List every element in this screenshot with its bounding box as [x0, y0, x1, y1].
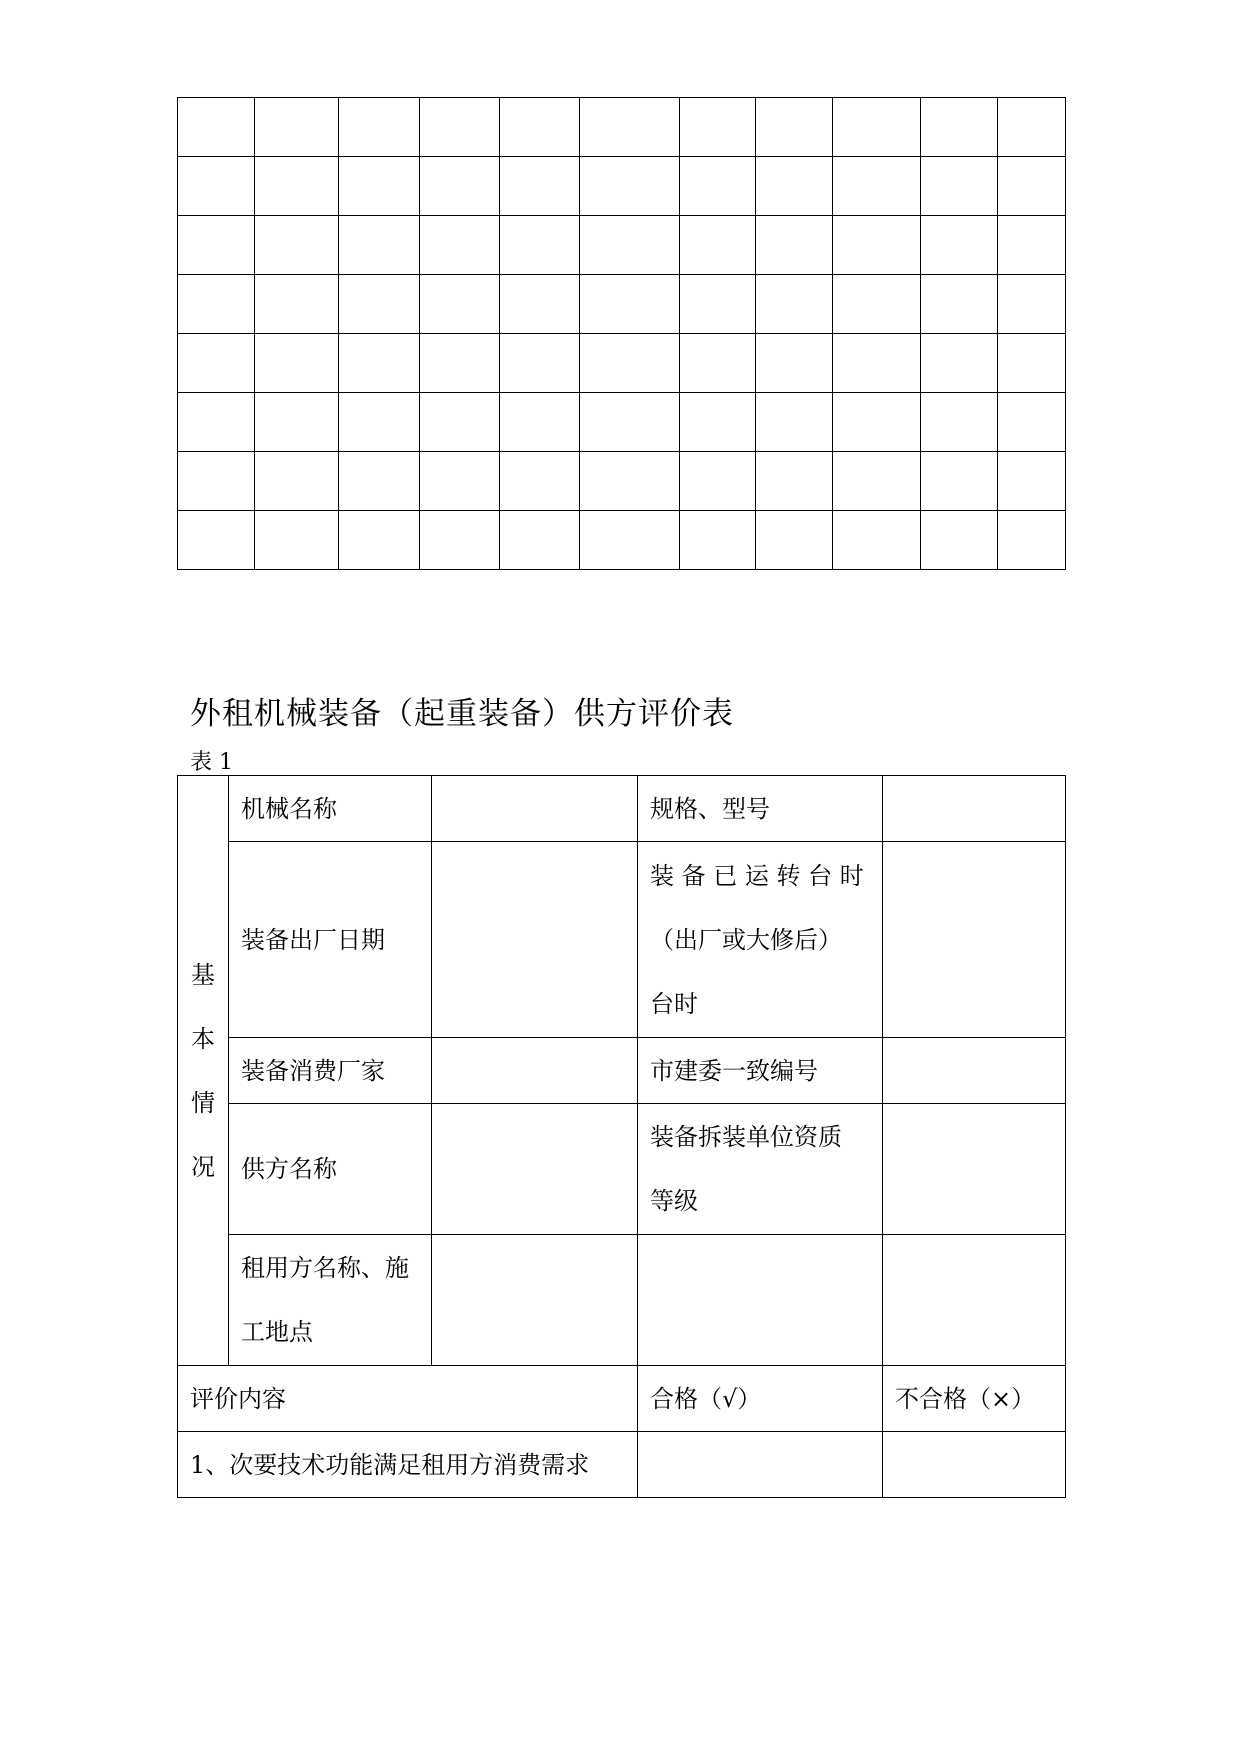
grid-cell[interactable] [255, 334, 339, 393]
grid-cell[interactable] [580, 393, 680, 452]
grid-cell[interactable] [500, 334, 580, 393]
grid-cell[interactable] [680, 393, 756, 452]
grid-cell[interactable] [339, 275, 420, 334]
grid-cell[interactable] [339, 452, 420, 511]
row-lessee [178, 1235, 1066, 1366]
grid-cell[interactable] [255, 393, 339, 452]
grid-cell[interactable] [255, 157, 339, 216]
grid-cell[interactable] [680, 452, 756, 511]
grid-cell[interactable] [420, 511, 500, 570]
blank-cell[interactable] [883, 1235, 1066, 1366]
grid-cell[interactable] [998, 216, 1066, 275]
value-lessee[interactable] [432, 1235, 638, 1366]
grid-cell[interactable] [339, 511, 420, 570]
grid-row [178, 452, 1066, 511]
grid-cell[interactable] [178, 216, 255, 275]
grid-cell[interactable] [420, 334, 500, 393]
grid-cell[interactable] [833, 157, 921, 216]
section-label-char: 情 [191, 1088, 215, 1117]
value-factory-date[interactable] [432, 842, 638, 1038]
grid-cell[interactable] [921, 452, 998, 511]
grid-row [178, 393, 1066, 452]
grid-cell[interactable] [420, 452, 500, 511]
label-lessee-line: 工地点 [241, 1318, 313, 1346]
section-label-char: 本 [191, 1024, 215, 1053]
grid-cell[interactable] [756, 511, 833, 570]
grid-cell[interactable] [580, 334, 680, 393]
row-supplier-name [178, 1104, 1066, 1235]
grid-cell[interactable] [680, 157, 756, 216]
label-registration-number: 市建委一致编号 [638, 1038, 883, 1104]
grid-cell[interactable] [500, 393, 580, 452]
label-installer-qualification-line: 装备拆装单位资质 [650, 1123, 842, 1151]
grid-cell[interactable] [580, 98, 680, 157]
grid-cell[interactable] [178, 98, 255, 157]
grid-cell[interactable] [500, 275, 580, 334]
grid-cell[interactable] [680, 98, 756, 157]
grid-cell[interactable] [921, 98, 998, 157]
grid-cell[interactable] [339, 157, 420, 216]
grid-cell[interactable] [500, 511, 580, 570]
label-machine-name: 机械名称 [229, 776, 432, 842]
section-label-char: 基 [191, 960, 215, 989]
grid-cell[interactable] [255, 216, 339, 275]
grid-cell[interactable] [178, 511, 255, 570]
label-operating-hours [638, 842, 883, 1038]
grid-cell[interactable] [833, 98, 921, 157]
grid-cell[interactable] [833, 216, 921, 275]
grid-cell[interactable] [921, 511, 998, 570]
section-basic-info [178, 776, 229, 1366]
grid-cell[interactable] [420, 393, 500, 452]
eval-item-text: 1、次要技术功能满足租用方消费需求 [178, 1432, 638, 1498]
label-lessee-line: 租用方名称、施 [241, 1254, 409, 1282]
row-machine-name [178, 776, 1066, 842]
grid-cell[interactable] [255, 275, 339, 334]
grid-cell[interactable] [178, 157, 255, 216]
grid-cell[interactable] [420, 157, 500, 216]
grid-cell[interactable] [833, 393, 921, 452]
grid-cell[interactable] [580, 452, 680, 511]
grid-cell[interactable] [500, 452, 580, 511]
grid-cell[interactable] [580, 157, 680, 216]
grid-cell[interactable] [420, 275, 500, 334]
grid-cell[interactable] [255, 511, 339, 570]
grid-cell[interactable] [921, 216, 998, 275]
grid-row [178, 216, 1066, 275]
label-lessee [229, 1235, 432, 1366]
grid-cell[interactable] [998, 98, 1066, 157]
grid-cell[interactable] [756, 275, 833, 334]
label-operating-hours-line: （出厂或大修后） [650, 925, 842, 954]
grid-cell[interactable] [921, 275, 998, 334]
grid-row [178, 334, 1066, 393]
eval-item-pass[interactable] [638, 1432, 883, 1498]
grid-cell[interactable] [921, 393, 998, 452]
grid-cell[interactable] [500, 98, 580, 157]
table-number: 表 1 [190, 750, 233, 775]
grid-row [178, 157, 1066, 216]
grid-cell[interactable] [339, 216, 420, 275]
grid-cell[interactable] [998, 275, 1066, 334]
grid-cell[interactable] [833, 511, 921, 570]
grid-cell[interactable] [756, 157, 833, 216]
grid-cell[interactable] [420, 216, 500, 275]
grid-row [178, 98, 1066, 157]
grid-cell[interactable] [756, 98, 833, 157]
grid-cell[interactable] [756, 216, 833, 275]
grid-cell[interactable] [255, 98, 339, 157]
label-supplier-name: 供方名称 [229, 1104, 432, 1235]
label-operating-hours-line: 台时 [650, 989, 698, 1018]
grid-cell[interactable] [756, 452, 833, 511]
value-spec-model[interactable] [883, 776, 1066, 842]
grid-cell[interactable] [998, 157, 1066, 216]
value-manufacturer[interactable] [432, 1038, 638, 1104]
grid-cell[interactable] [339, 393, 420, 452]
label-operating-hours-line: 装 备 已 运 转 台 时 [650, 861, 864, 890]
label-installer-qualification-line: 等级 [650, 1187, 698, 1215]
grid-cell[interactable] [680, 216, 756, 275]
label-manufacturer: 装备消费厂家 [229, 1038, 432, 1104]
grid-cell[interactable] [500, 157, 580, 216]
grid-row [178, 511, 1066, 570]
label-installer-qualification [638, 1104, 883, 1235]
value-machine-name[interactable] [432, 776, 638, 842]
grid-cell[interactable] [680, 275, 756, 334]
value-operating-hours[interactable] [883, 842, 1066, 1038]
grid-cell[interactable] [178, 452, 255, 511]
grid-cell[interactable] [178, 275, 255, 334]
grid-cell[interactable] [680, 334, 756, 393]
grid-cell[interactable] [921, 334, 998, 393]
supplier-evaluation-table [177, 775, 1066, 1498]
grid-cell[interactable] [580, 511, 680, 570]
row-manufacturer [178, 1038, 1066, 1104]
value-installer-qualification[interactable] [883, 1104, 1066, 1235]
label-spec-model: 规格、型号 [638, 776, 883, 842]
header-eval-content: 评价内容 [178, 1366, 638, 1432]
grid-cell[interactable] [833, 334, 921, 393]
header-pass: 合格（√） [638, 1366, 883, 1432]
grid-cell[interactable] [680, 511, 756, 570]
blank-cell[interactable] [638, 1235, 883, 1366]
grid-cell[interactable] [339, 98, 420, 157]
row-eval-item [178, 1432, 1066, 1498]
header-fail: 不合格（×） [883, 1366, 1066, 1432]
grid-cell[interactable] [998, 334, 1066, 393]
value-registration-number[interactable] [883, 1038, 1066, 1104]
form-title: 外租机械装备（起重装备）供方评价表 [190, 696, 734, 732]
row-eval-header [178, 1366, 1066, 1432]
grid-cell[interactable] [339, 334, 420, 393]
grid-cell[interactable] [833, 275, 921, 334]
grid-cell[interactable] [178, 334, 255, 393]
grid-cell[interactable] [178, 393, 255, 452]
grid-row [178, 275, 1066, 334]
section-label-char: 况 [191, 1152, 215, 1181]
grid-cell[interactable] [833, 452, 921, 511]
grid-cell[interactable] [255, 452, 339, 511]
value-supplier-name[interactable] [432, 1104, 638, 1235]
grid-cell[interactable] [580, 216, 680, 275]
grid-cell[interactable] [921, 157, 998, 216]
grid-cell[interactable] [580, 275, 680, 334]
grid-cell[interactable] [998, 393, 1066, 452]
blank-grid-table [177, 97, 1066, 570]
label-factory-date: 装备出厂日期 [229, 842, 432, 1038]
grid-cell[interactable] [998, 452, 1066, 511]
grid-cell[interactable] [756, 334, 833, 393]
row-factory-date [178, 842, 1066, 1038]
grid-cell[interactable] [500, 216, 580, 275]
eval-item-fail[interactable] [883, 1432, 1066, 1498]
grid-cell[interactable] [756, 393, 833, 452]
grid-cell[interactable] [420, 98, 500, 157]
grid-cell[interactable] [998, 511, 1066, 570]
